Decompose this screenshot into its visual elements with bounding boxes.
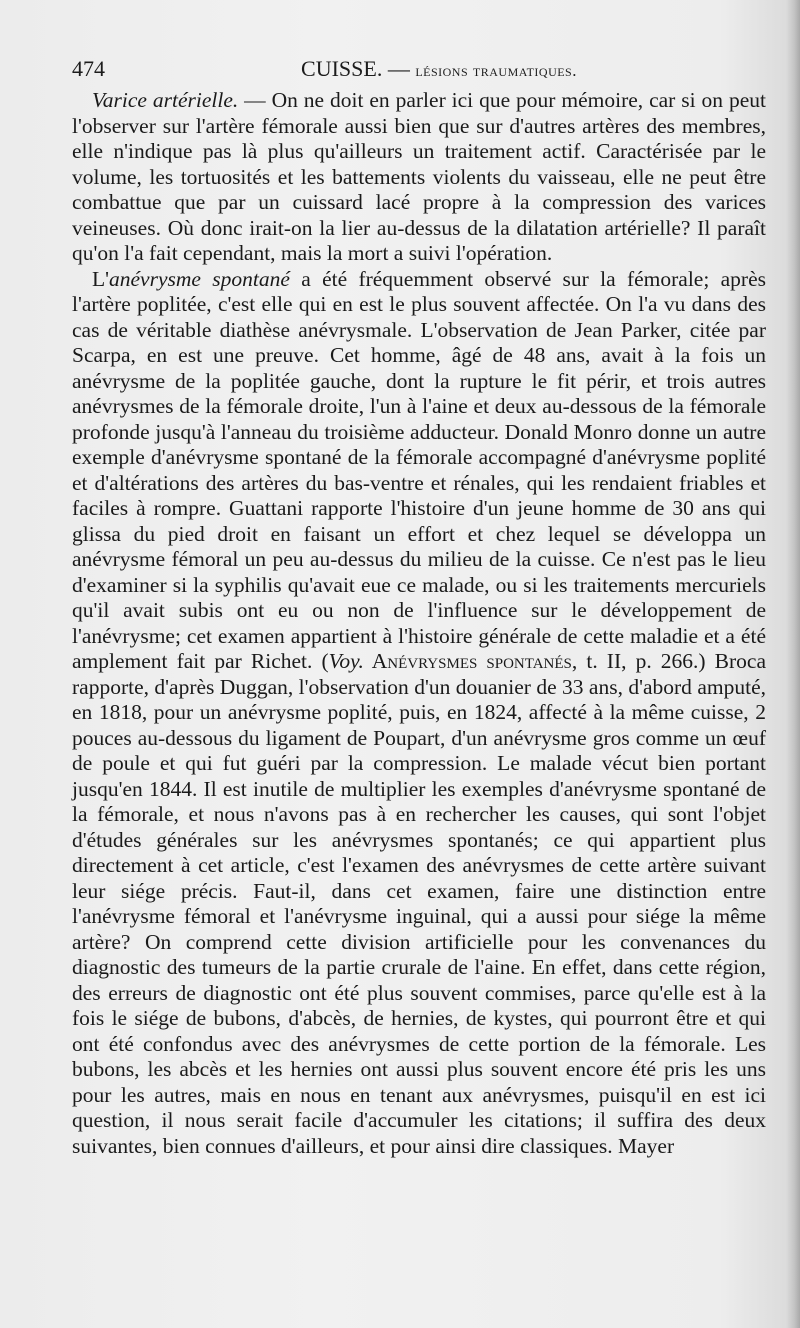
article-prefix: L' <box>92 266 110 291</box>
cross-reference: Anévrysmes spontanés <box>363 649 572 673</box>
voy-reference: Voy. <box>328 649 364 673</box>
paragraph-text: — On ne doit en parler ici que pour mémoire, car si on peut l'observer sur l'artère fémorale aussi bien que sur d'autres artères des membres, elle n'indique pas là plus qu'ailleurs un traitement actif. Caractérisée par le volume, les tortuosités et les battements violents du vaisseau, elle ne peut être combattue que par un cuissard lacé propre à la compression des varices veineuses. Où donc irait-on la lier au-dessus de la dilatation artérielle? Il paraît qu'on l'a fait cependant, mais la mort a suivi l'opération. <box>72 88 766 265</box>
section-lead-varice: Varice artérielle. <box>92 88 239 112</box>
paragraph-varice <box>72 88 766 267</box>
running-head-subtitle: lésions traumatiques. <box>415 61 577 80</box>
page-edge-shadow <box>786 0 800 1328</box>
running-head-title: CUISSE. <box>301 56 383 81</box>
page-header <box>72 52 766 86</box>
page-number: 474 <box>72 56 105 81</box>
paragraph-text: a été fréquemment observé sur la fémorale; après l'artère poplitée, c'est elle qui en est le plus souvent affectée. On l'a vu dans des cas de véritable diathèse anévrysmale. L'observation de Jean Parker, citée par Scarpa, en est une preuve. Cet homme, âgé de 48 ans, avait à la fois un anévrysme de la poplitée gauche, dont la rupture le fit périr, et trois autres anévrysmes de la fémorale droite, l'un à l'aine et deux au-dessous de la fémorale profonde jusqu'à l'anneau du troisième adducteur. Donald Monro donne un autre exemple d'anévrysme spontané de la fémorale accompagné d'anévrysme poplité et d'altérations des artères du bas-ventre et rénales, qui les rendaient friables et faciles à rompre. Guattani rapporte l'histoire d'un jeune homme de 30 ans qui glissa du pied droit en faisant un effort et chez lequel se développa un anévrysme fémoral un peu au-dessus du milieu de la cuisse. Ce n'est pas le lieu d'examiner si la syphilis qu'avait eue ce malade, ou si les traitements mercuriels qu'il avait subis ont eu ou non de l'influence sur le développement de l'anévrysme; cet examen appartient à l'histoire générale de cette maladie et a été amplement fait par Richet. ( <box>72 266 766 673</box>
running-head <box>72 56 766 82</box>
paragraph-anevrysme <box>72 267 766 1160</box>
body-text <box>72 88 766 1159</box>
section-lead-anevrysme: anévrysme spontané <box>109 266 290 291</box>
running-head-dash: — <box>382 56 416 81</box>
paragraph-text-continued: , t. II, p. 266.) Broca rapporte, d'après Duggan, l'observation d'un douanier de 33 ans, d'abord amputé, en 1818, pour un anévrysme poplité, puis, en 1824, affecté à la même cuisse, 2 pouces au-dessous du ligament de Poupart, d'un anévrysme gros comme un œuf de poule et qui fut guéri par la compression. Le malade vécut bien portant jusqu'en 1844. Il est inutile de multiplier les exemples d'anévrysme spontané de la fémorale, et nous n'avons pas à en rechercher les causes, qui sont l'objet d'études générales sur les anévrysmes spontanés; ce qui appartient plus directement à cet article, c'est l'examen des anévrysmes de cette artère suivant leur siége précis. Faut-il, dans cet examen, faire une distinction entre l'anévrysme fémoral et l'anévrysme inguinal, qui a aussi pour siége la même artère? On comprend cette division artificielle pour les convenances du diagnostic des tumeurs de la partie crurale de l'aine. En effet, dans cette région, des erreurs de diagnostic ont été plus souvent commises, parce qu'elle est à la fois le siége de bubons, d'abcès, de hernies, de kystes, qui pourront être et qui ont été confondus avec des anévrysmes de cette portion de la fémorale. Les bubons, les abcès et les hernies ont aussi plus souvent encore été pris les uns pour les autres, mais en nous en tenant aux anévrysmes, puisqu'il en est ici question, il nous serait facile d'accumuler les citations; il suffira des deux suivantes, bien connues d'ailleurs, et pour ainsi dire classiques. Mayer <box>72 649 767 1158</box>
